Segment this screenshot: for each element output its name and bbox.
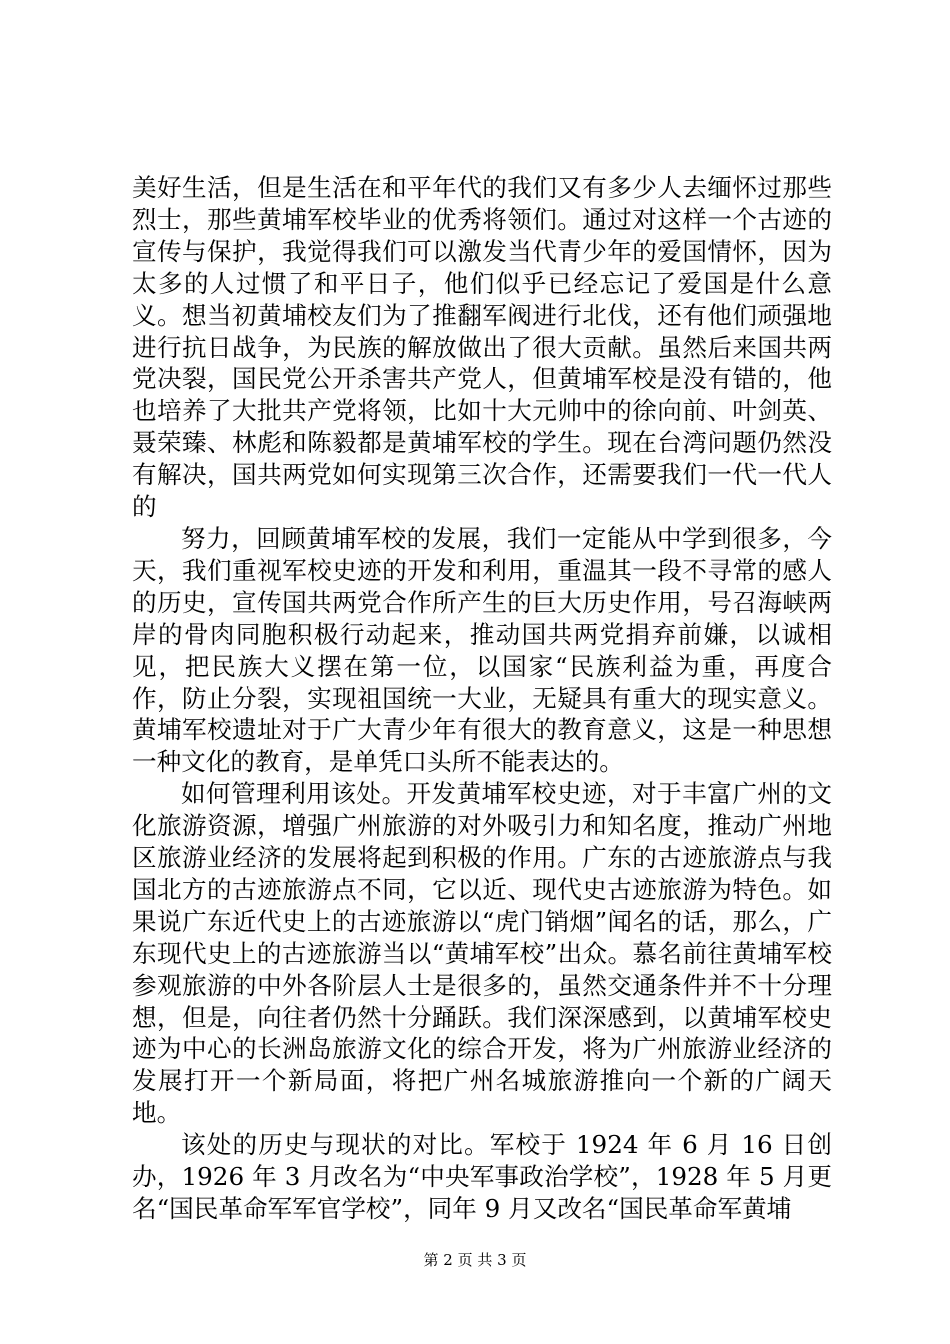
document-body	[132, 172, 832, 1225]
paragraph-3: 如何管理利用该处。开发黄埔军校史迹，对于丰富广州的文化旅游资源，增强广州旅游的对外吸引力和知名度，推动广州地区旅游业经济的发展将起到积极的作用。广东的古迹旅游点与我国北方的古迹旅游点不同，它以近、现代史古迹旅游为特色。如果说广东近代史上的古迹旅游以“虎门销烟”闻名的话，那么，广东现代史上的古迹旅游当以“黄埔军校”出众。慕名前往黄埔军校参观旅游的中外各阶层人士是很多的，虽然交通条件并不十分理想，但是，向往者仍然十分踊跃。我们深深感到，以黄埔军校史迹为中心的长洲岛旅游文化的综合开发，将为广州旅游业经济的发展打开一个新局面，将把广州名城旅游推向一个新的广阔天地。	[132, 779, 832, 1128]
paragraph-4: 该处的历史与现状的对比。军校于 1924 年 6 月 16 日创办，1926 年 3 月改名为“中央军事政治学校”，1928 年 5 月更名“国民革命军军官学校”，同年 9 月又改名“国民革命军黄埔	[132, 1130, 832, 1223]
paragraph-2: 努力，回顾黄埔军校的发展，我们一定能从中学到很多，今天，我们重视军校史迹的开发和利用，重温其一段不寻常的感人的历史，宣传国共两党合作所产生的巨大历史作用，号召海峡两岸的骨肉同胞积极行动起来，推动国共两党捐弃前嫌，以诚相见，把民族大义摆在第一位，以国家“民族利益为重，再度合作，防止分裂，实现祖国统一大业，无疑具有重大的现实意义。黄埔军校遗址对于广大青少年有很大的教育意义，这是一种思想一种文化的教育，是单凭口头所不能表达的。	[132, 523, 832, 777]
paragraph-1: 美好生活，但是生活在和平年代的我们又有多少人去缅怀过那些烈士，那些黄埔军校毕业的优秀将领们。通过对这样一个古迹的宣传与保护，我觉得我们可以激发当代青少年的爱国情怀，因为太多的人过惯了和平日子，他们似乎已经忘记了爱国是什么意义。想当初黄埔校友们为了推翻军阀进行北伐，还有他们顽强地进行抗日战争，为民族的解放做出了很大贡献。虽然后来国共两党决裂，国民党公开杀害共产党人，但黄埔军校是没有错的，他也培养了大批共产党将领，比如十大元帅中的徐向前、叶剑英、聂荣臻、林彪和陈毅都是黄埔军校的学生。现在台湾问题仍然没有解决，国共两党如何实现第三次合作，还需要我们一代一代人的	[132, 173, 832, 522]
page-number-footer: 第 2 页 共 3 页	[423, 1251, 527, 1269]
